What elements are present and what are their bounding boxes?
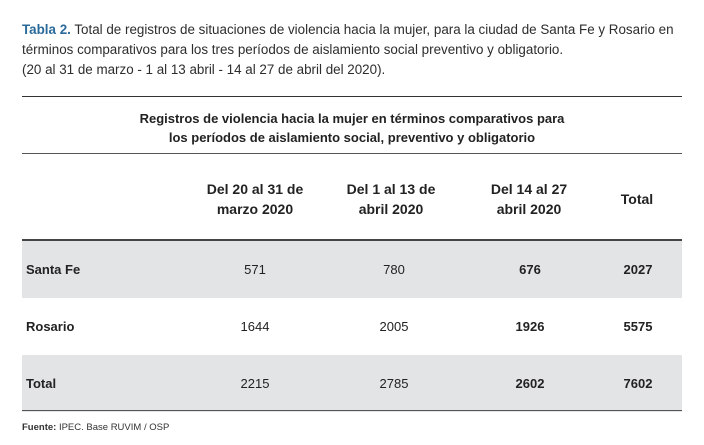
cell-p3: 1926 — [515, 319, 545, 334]
cell-total: 5575 — [623, 319, 653, 334]
table-title — [22, 109, 682, 147]
table-title-line-1: Registros de violencia hacia la mujer en términos comparativos para — [139, 111, 565, 126]
table-caption — [22, 20, 690, 80]
cell-total: 2027 — [623, 262, 653, 277]
source-label: Fuente: — [22, 422, 57, 433]
cell-p3: 676 — [519, 262, 541, 277]
table-row — [22, 355, 682, 412]
source-note — [22, 422, 169, 433]
cell-p1: 571 — [244, 262, 266, 277]
cell-p2: 2785 — [379, 376, 409, 391]
row-name: Total — [26, 376, 57, 391]
row-name: Santa Fe — [26, 262, 81, 277]
cell-p1: 1644 — [240, 319, 270, 334]
row-name: Rosario — [26, 319, 75, 334]
cell-p3: 2602 — [515, 376, 545, 391]
header-period-3: Del 14 al 27 abril 2020 — [490, 181, 568, 217]
header-period-2: Del 1 al 13 de abril 2020 — [346, 181, 436, 217]
table-row — [22, 298, 682, 355]
source-text: IPEC. Base RUVIM / OSP — [58, 422, 170, 433]
caption-dates: (20 al 31 de marzo - 1 al 13 abril - 14 al 27 de abril del 2020). — [22, 62, 386, 77]
table-row — [22, 241, 682, 298]
header-total: Total — [620, 191, 654, 207]
cell-p2: 780 — [383, 262, 405, 277]
cell-total: 7602 — [623, 376, 653, 391]
cell-p2: 2005 — [379, 319, 409, 334]
caption-text: Total de registros de situaciones de violencia hacia la mujer, para la ciudad de Santa Fe y Rosario en términos comparativos para los tres períodos de aislamiento social preventivo y obligatorio. — [22, 22, 674, 57]
top-rule — [22, 96, 682, 97]
bottom-rule — [22, 410, 682, 411]
table-title-line-2: los períodos de aislamiento social, preventivo y obligatorio — [168, 130, 536, 145]
title-rule — [22, 153, 682, 154]
cell-p1: 2215 — [240, 376, 270, 391]
header-period-1: Del 20 al 31 de marzo 2020 — [206, 181, 304, 217]
caption-label: Tabla 2. — [22, 22, 71, 37]
